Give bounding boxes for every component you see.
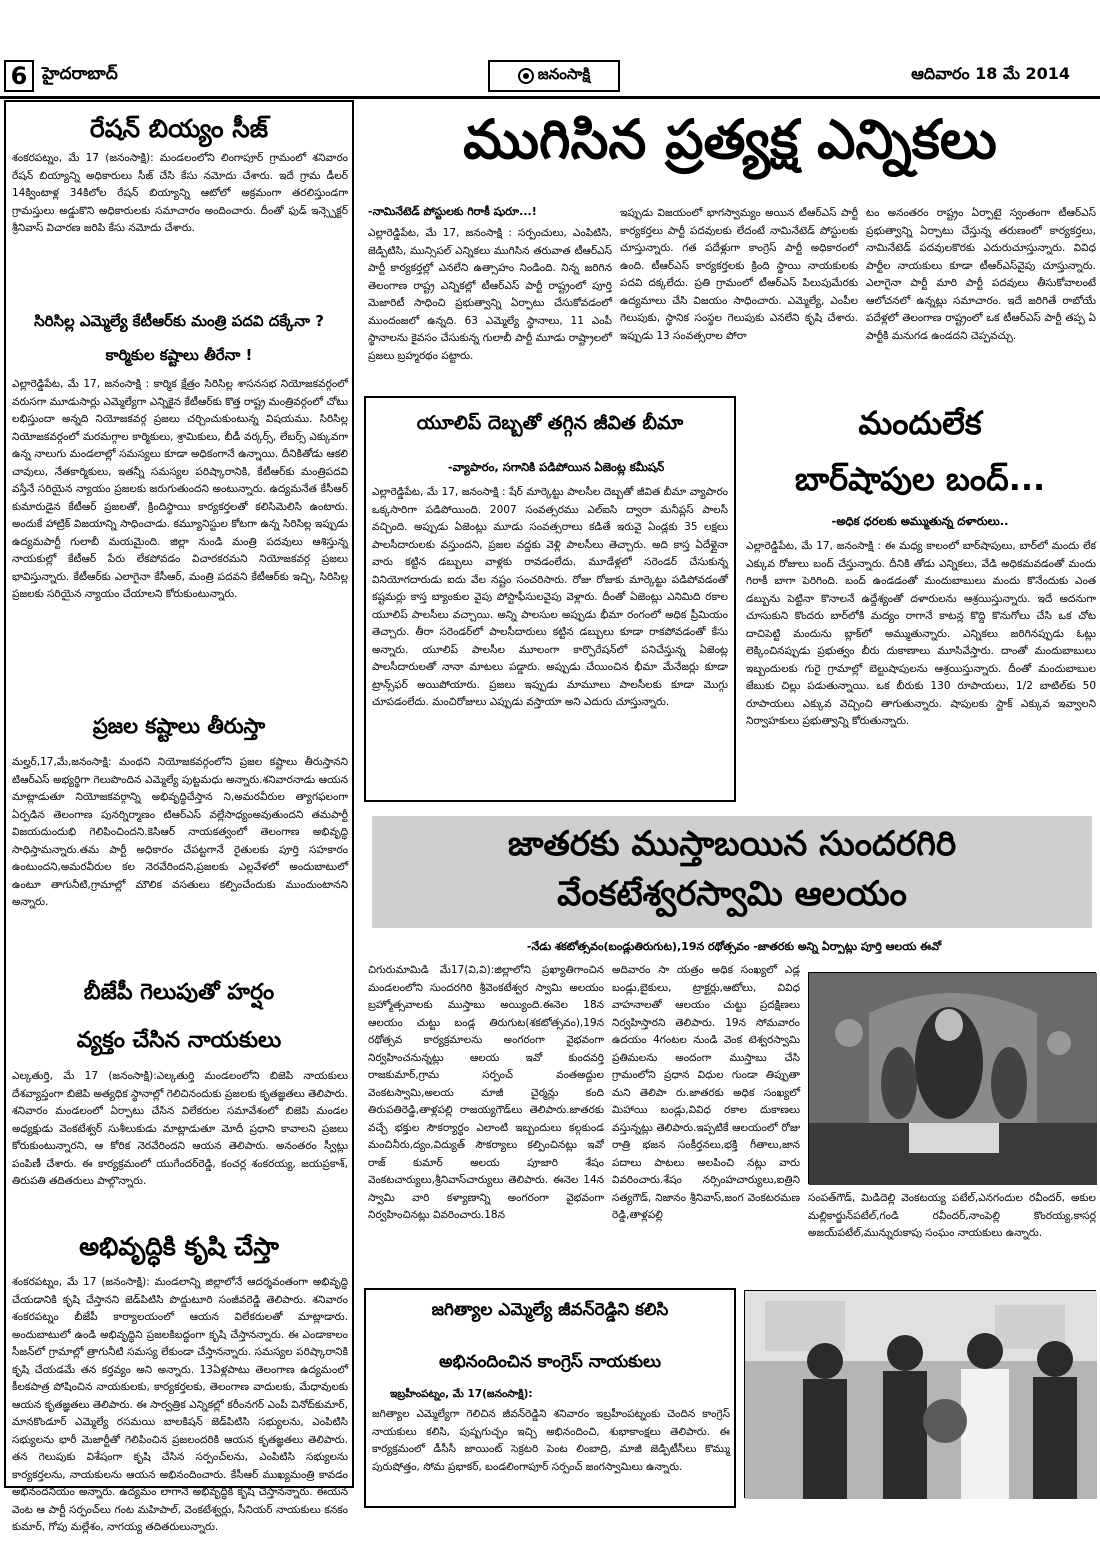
jatara-subhead: -నేడు శకటోత్సవం(బండ్లుతిరుగుట),19న రథోత్సవం -జాతరకు అన్ని ఏర్పాట్లు పూర్తి ఆలయ ఈవో — [526, 940, 942, 953]
page-number: 6 — [4, 60, 34, 92]
header-rule — [0, 96, 1100, 99]
prajala-body: మల్హర్,17,మే,జనంసాక్షి: మంథని నియోజకవర్గంలోని ప్రజల కష్టాలు తీరుస్తానని టిఆర్‌ఎస్ అభ్యర్థిగా గెలుపొందిన ఎమ్మెల్యే పుట్టమధు అన్నారు.శనివారనాడు ఆయన మాట్లాడుతూ నియోజకవర్గాన్ని అభివృద్ధిచేస్తాన ని,అమరవీరుల త్యాగఫలంగా ఏర్పడిన తెలంగాణ పునర్నిర్మాణం టిఆర్‌ఎస్ వల్లేసాధ్యంఅవుతుందని తమపార్టీ విజయదుందుభి గెలిపించిందని.కెసిఆర్ నాయకత్వంలో తెలంగాణ అభివృద్ధి సాధిస్తామన్నారు.తమ పార్టీ అధికారం చేపట్టగానే రైతులకు పూర్తి సహకారం ఉంటుందని,అమరవీరుల కల నెరవేరిందని,ప్రజలకు ఎల్లవేళలో అందుబాటులో ఉంటూ తాగునీటి,గ్రామాల్లో మౌలిక వసతులు కల్పించేందుకు ముందుంటానని అన్నారు. — [12, 756, 348, 908]
prajala-headline: ప్రజల కష్టాలు తీరుస్తా — [92, 714, 266, 738]
sircilla-headline: సిరిసిల్ల ఎమ్మెల్యే కేటీఆర్‌కు మంత్రి పదవి దక్కేనా ? — [34, 312, 324, 330]
bar-headline-line2: బార్‌షాపుల బంద్... — [794, 460, 1046, 498]
bjp-headline-line1: బీజేపీ గెలుపుతో హర్షం — [83, 980, 275, 1005]
jagtial-body: జగిత్యాల ఎమ్మెల్యేగా గెలిచిన జీవన్‌రెడ్డిని శనివారం ఇబ్రహీంపట్నంకు చెందిన కాంగ్రెస్ నాయకులు కలిసి, పుష్పగుచ్ఛం ఇచ్చి అభినందించి, శుభాకాంక్షలు తెలిపారు. ఈ కార్యక్రమంలో డీసీసీ జాయింట్ సెక్రటరి పెంట లింబాద్రి, మాజీ జెడ్పిటీసీలు కొమ్ము పురుషోత్తం, సోమ ప్రభాకర్, బండలింగాపూర్ సర్పంచ్ జంగస్వామిలు ఉన్నారు. — [372, 1408, 730, 1473]
sircilla-body: ఎల్లారెడ్డిపేట, మే 17, జనంసాక్షి : కార్మిక క్షేత్రం సిరిసిల్ల శాసనసభ నియోజకవర్గంలో వరుసగా మూడుసార్లు ఎమ్మెల్యేగా ఎన్నికైన కేటీఆర్‌కు కొత్త రాష్ట్ర మంత్రివర్గంలో చోటు లభిస్తుందా అన్నది నియోజకవర్గ ప్రజలు చర్చించుకుంటున్న విషయము. సిరిసిల్ల నియోజకవర్గంలో మరమగ్గాల కార్మికులు, శ్రామికులు, బీడీ వర్కర్స్, లేబర్స్ ఎక్కువగా ఉన్న నాలుగు మండలాల్లో సమస్యలు కూడా అధికంగానే ఉన్నాయి. దీనికితోడు ఆకలి చావులు, నేతకార్మికులు, ఇతన్నీ సమస్యల పరిష్కారానికి, కేటీఆర్‌కు మంత్రిపదవి వస్తేనే సరియైన న్యాయం ప్రజలకు జరుగుతుందని అంటున్నారు. ఉద్యమనేత కేసీఆర్ కుమారుడైన కేటీఆర్ ప్రజలతో, క్రిందిస్థాయి కార్యకర్తలతో కలిసిమెలిసి ఉంటారు. అందుకే హాట్రిక్ విజయాన్ని సాధించాడు. కమ్యూనిస్టుల కోటగా ఉన్న సిరిసిల్ల ఇప్పుడు ఉద్యమపార్టీ గులాబీ మయమైంది. జిల్లా నుండి మంత్రి పదవులు ఆశిస్తున్న నాయకుల్లో కేటీఆర్ పేరు లేకపోవడం విచారకరమని నియోజకవర్గ ప్రజలు భావిస్తున్నారు. కేటీఆర్‌కు ఎలాగైనా కేసీఆర్, మంత్రి పదవని కేటీఆర్‌కు ఇచ్చి, సిరిసిల్ల ప్రజలకు సరియైన న్యాయం చేయాలని కోరుకుంటున్నారు. — [12, 378, 348, 600]
main-subhead: -నామినేటెడ్ పోస్టులకు గిరాకీ షురూ...! — [368, 205, 537, 218]
jatara-col2: అదివారం సా యత్రం అధిక సంఖ్యలో ఎడ్ల బండ్లు,బైకులు, ట్రాక్టర్లు,ఆటోలు, వివిధ వాహనాలతో ఆలయం చుట్టు ప్రదక్షిణలు నిర్వహిస్తారని తెలిపారు. 19న సోమవారం ఉదయం 4గంటల నుండి వెంక టెశ్వరస్వామి ప్రతిమలను అందంగా ముస్తాబు చేసి గ్రామంలోని ప్రధాన విధుల గుండా తిప్పుతా మని తెలిపా రు.జాతరకు అధిక సంఖ్యలో మిహాయి బండ్లు,వివిధ రకాల దుకాణలు వస్తున్నట్లు తెలిపారు.ఇప్పటికే ఆలయంలో రోజు రాత్రి భజన సంకీర్తనలు,భక్తి గీతాలు,జాన పదాలు పాటలు అలపించి నట్లు వారు వివరించారు.శేషం నర్సింహచార్యులు,ఐత్రిని సత్యగౌడ్, నిజానం శ్రీనివాస్,జంగ వెంకటరమణ రెడ్డి,తాళ్లపల్లి — [612, 964, 800, 1221]
abhivruddhi-headline: అభివృద్ధికి కృషి చేస్తా — [79, 1232, 279, 1261]
masthead-title: జనంసాక్షి — [537, 65, 591, 83]
jagtial-headline-line2: అభినందించిన కాంగ్రెస్ నాయకులు — [439, 1352, 661, 1372]
issue-date: ఆదివారం 18 మే 2014 — [911, 64, 1070, 83]
edition-city: హైదరాబాద్ — [42, 64, 118, 84]
bjp-body: ఎల్కతుర్తి, మే 17 (జనంసాక్షి):ఎల్కతుర్తి మండలంలోని బిజెపి నాయకులు దేశవ్యాప్తంగా బిజెపి అత్యధిక స్థానాల్లో గెలిచినందుకు ప్రజలకు కృతజ్ఞతలు తెలిపారు. శనివారం మండలంలో ఏర్పాటు చేసిన విలేకరుల సమావేశంలో బిజెపి మండల అధ్యక్షుడు వెంకటేశ్వర్ సుశీలుకుడు మాట్లాడుతూ మోదీ ప్రధాని కావాలని ప్రజలు కోరుకుంటున్నారని, ఆ కోరిక నెరవేరిందని ఆయన తెలిపారు. అనంతరం స్వీట్లు పంపిణీ చేశారు. ఈ కార్యక్రమంలో యుగేందర్‌రెడ్డి, కంచర్ల శంకరయ్య, జయప్రకాశ్, తిరుపతి తదితరులు పాల్గొన్నారు. — [12, 1070, 348, 1187]
bar-body: ఎల్లారెడ్డిపేట, మే 17, జనంసాక్షి : ఈ మధ్య కాలంలో బార్‌షాపులు, బార్‌లో మందు లేక ఎక్కువ రోజులు బంద్ చేస్తున్నారు. దీనికి తోడు ఎన్నికలు, వేడి అధికమవడంతో మందు గిరాకీ బాగా పెరిగింది. బంద్ ఉండడంతో మందుబాబులు మందు కొనేందుకు ఎంత డబ్బును పెట్టినా కొనాలనే ఉద్దేశ్యంతో దళారులను ఆశ్రయిస్తున్నారు. ఇదే అదనుగా చూసుకుని కొందరు బార్‌లోకి మద్యం రాగానే కాటన్ల కొద్ది కొనుగోలు చేసి ఒక చోట దాచిపెట్టి మందును బ్లాక్‌లో అమ్ముతున్నారు. ఎన్నికలు జరిగినప్పుడు ఓట్లు లెక్కించినప్పుడు ప్రభుత్వం బీరు దుకాణాలు మూసివేస్తారు. దాంతో మందుబాబులు ఇబ్బందులకు గురై గ్రామాల్లో బెల్టుషాపులను ఆశ్రయిస్తున్నారు. దీంతో మందుబాబుల జేబుకు చిల్లు పడుతున్నాయి. ఒక బీరుకు 130 రూపాయలు, 1/2 బాటిల్‌కు 50 రూపాయలు ఎక్కువ వెచ్చించి తాగుతున్నారు. షాపులకు స్టాక్ ఎక్కువ ఇవ్వాలని నిర్వాహకులు ప్రభుత్వాన్ని కోరుతున్నారు. — [746, 540, 1096, 727]
ulip-headline: యూలిప్ దెబ్బతో తగ్గిన జీవిత బీమా — [416, 412, 684, 434]
jatara-col1: చిగురుమామిడి మే17(వి,వి):జిల్లాలోని ప్రఖ్యాతిగాంచిన మండలంలోని సుందరగిరి శ్రీవెంకటేశ్వర స్వామి అలయం బ్రహ్మోత్సవాలకు ముస్తాబు అయ్యింది.ఈనెల 18న ఆలయం చుట్టు బండ్ల తిరుగుట(శకటోత్సవం),19న రథోత్సవ కార్యక్రమాలను అంగరంగా వైభవంగా నిర్వహించనున్నట్లు ఆలయ ఇవో కుందవర్తి రాజకుమార్,గ్రామ సర్పంచ్ వంతఅద్దుల వెంకటస్వామి,అలయ మాజీ చైర్మన్లు కంది తిరుపతిరెడ్డి,తాళ్లపల్లి రాజయ్యగౌడ్‌లు తెలిపారు.జాతరకు వచ్చే భక్తుల సౌకర్యార్థం ఎలాంటి ఇబ్బందులు కల్గకుండ మంచినీరు,ద్యం,విద్యుత్ సౌకర్యాలు కల్పించినట్లు ఇవో రాజ్ కుమార్ అలయ పూజారి శేషం వెంకటచార్యులు,శ్రీనివాస్‌చార్యులు తెలిపారు. ఈనెల 14న స్వామి వారి కళ్యాణాన్ని అంగరంగా వైభవంగా నిర్వహించినట్లు వివరించారు.18న — [368, 964, 604, 1221]
jatara-headline-line2: వేంకటేశ్వరస్వామి ఆలయం — [557, 874, 907, 914]
temple-deity-photo — [808, 972, 1096, 1184]
congress-leaders-photo — [744, 1290, 1096, 1498]
abhivruddhi-body: శంకరపట్నం, మే 17 (జనంసాక్షి): మండలాన్ని జిల్లాలోనే ఆదర్శవంతంగా అభివృద్ధి చేయడానికి కృషి చేస్తానని జెడ్‌పిటిసి పొద్దుటూరి సంజీవరెడ్డి తెలిపారు. శనివారం శంకరపట్నం బీజేపీ కార్యాలయంలో ఆయన విలేకరులతో మాట్లాడారు. అందుబాటులో ఉండి అభివృద్ధిని ప్రజలకిబద్ధంగా కృషి చేస్తానన్నారు. ఈ ఎండాకాలం సీజన్‌లో గ్రామాల్లో త్రాగునీటి సమస్య లేకుండా చేస్తానన్నారు. సమస్యల పరిష్కారానికి కృషి చేయడమే తన కర్తవ్యం అని అన్నారు. 13ఏళ్లపాటు తెలంగాణ ఉద్యమంలో కీలకపాత్ర పోషించిన నాయకులకు, కార్యకర్తలకు, తెలంగాణ వాదులకు, మేధావులకు ఆయన కృతజ్ఞతలు తెలిపారు. ఈ సార్వత్రిక ఎన్నికల్లో కరీంనగర్ ఎంపీ వినోద్‌కుమార్, మానకొండూర్ ఎమ్మెల్యే రసమయి బాలకిషన్ జెడ్‌పిటిసి సభ్యులను, ఎంపిటిసి సభ్యులను భారీ మెజార్టీతో గెలిపించిన ప్రజలందరికి ఆయన కృతజ్ఞతలు తెలిపారు. తన గెలుపుకు విశేషంగా కృషి చేసిన సర్పంచ్‌లను, ఎంపిటిసి సభ్యులను కార్యకర్తలను, నాయకులను ఆయన అభినందించారు. కేసీఆర్ ముఖ్యమంత్రి కావడం అభినందనీయం అన్నారు. ఉద్యమం లాగానే అభివృద్ధికి కృషి చేస్తానన్నారు. ఈయన వెంట ఆ పార్టీ సర్పంచ్‌లు గంట మహిపాల్, వెంకటేశ్వర్లు, సీనియర్ నాయకులు కనకం కుమార్, గోపు మల్లేశం, నాగయ్య తదితరులున్నారు. — [12, 1276, 348, 1533]
jatara-headline-line1: జాతరకు ముస్తాబయిన సుందరగిరి — [507, 824, 957, 864]
ration-body: శంకరపట్నం, మే 17 (జనంసాక్షి): మండలంలోని లింగాపూర్ గ్రామంలో శనివారం రేషన్ బియ్యాన్ని అధికారులు సీజ్ చేసి కేసు నమోదు చేశారు. ఇదే గ్రామ డీలర్ 14క్వింటాళ్ల 34కిలోల రేషన్ బియ్యాన్ని ఆటోలో అక్రమంగా తరలిస్తుండగా గ్రామస్తులు అడ్డుకొని అధికారులకు సమాచారం అందించారు. దీంతో ఫుడ్ ఇన్స్పెక్టర్ శ్రీనివాస్ విచారణ జరిపి కేసు నమోదు చేశారు. — [12, 152, 348, 234]
jatara-col3: సంపత్‌గౌడ్, మిడిదెల్లి వెంకటయ్య పటేల్,ఎనగందుల రవీందర్, అకుల మల్లికార్జున్‌పటేల్,గండి రవీందర్,నాంపెల్లి కొంరయ్య,కాసర్ల అజయ్‌పటేల్,మున్నురుకాపు సంఘం నాయకులు ఉన్నారు. — [808, 1192, 1096, 1239]
jagtial-headline-line1: జగిత్యాల ఎమ్మెల్యే జీవన్‌రెడ్డిని కలిసి — [431, 1300, 669, 1320]
main-col2: ఇప్పుడు విజయంలో భాగస్వామ్యం అయిన టీఆర్‌ఎస్ పార్టీ కార్యకర్తలు పార్టీ పదవులకు లేదంటే నామినేటెడ్ పోస్టులకు చూస్తున్నారు. గత పదేళ్లుగా కాంగ్రెస్ పార్టీ అధికారంలో ఉంది. టీఆర్‌ఎస్ కార్యకర్తలకు క్రింది స్థాయి నాయకులకు పదవి దక్కలేదు. ప్రతి గ్రామంలో టీఆర్‌ఎస్ పిలుపుమేరకు ఉద్యమాలు చేసి విజయం సాధించారు. ఎమ్మెల్యే, ఎంపీల గెలుపుకు, స్థానిక సంస్థల గెలుపుకు ఎనలేని కృషి చేశారు. ఇప్పుడు 13 సంవత్సరాల పోరా — [620, 207, 858, 342]
main-col1: ఎల్లారెడ్డిపేట, మే 17, జనంసాక్షి : సర్పంచులు, ఎంపిటిసి, జెడ్పిటిసి, మున్సిపల్ ఎన్నికలు ముగిసిన తరువాత టీఆర్‌ఎస్ పార్టీ కార్యకర్తల్లో ఎనలేని ఉత్సాహం నిండింది. నిన్న జరిగిన తెలంగాణ రాష్ట్ర ఎన్నికల్లో టీఆర్‌ఎస్ పార్టీ రాష్ట్రంలో పూర్తి మెజారిటీ సాధించి ప్రభుత్వాన్ని ఏర్పాటు చేసుకోవడంలో ముందంజలో ఉన్నది. 63 ఎమ్మెల్యే స్థానాలు, 11 ఎంపీ స్థానాలను కైవసం చేసుకున్న గులాబీ పార్టీ మూడు రాష్ట్రాలలో ప్రజలు బ్రహ్మరథం పట్టారు. — [368, 227, 612, 362]
bar-subhead: -అధిక ధరలకు అమ్ముతున్న దళారులు.. — [831, 514, 1009, 528]
eye-icon — [518, 68, 534, 84]
main-col3: టం అనంతరం రాష్ట్రం ఏర్పాటై స్వంతంగా టీఆర్‌ఎస్ ప్రభుత్వాన్ని ఏర్పాటు చేస్తున్న తరుణంలో కార్యకర్తలు, నామినేటెడ్ పదవులకొరకు ఎదురుచూస్తున్నారు. వివిధ పార్టీల నాయకులు కూడా టీఆర్‌ఎస్‌వైపు చూస్తున్నారు. ఎలాగైనా పార్టీ మారి పార్టీ పదవులు తీసుకోవాలంటే ఆలోచనలో ఉన్నట్లు సమాచారం. ఇదే జరిగితే రాబోయే పదేళ్లలో తెలంగాణ రాష్ట్రంలో ఒక టీఆర్‌ఎస్ పార్టీ తప్ప ఏ పార్టీకి మనుగడ ఉండదని చెప్పవచ్చు. — [866, 207, 1096, 342]
ulip-subhead: -వ్యాపారం, సగానికి పడిపోయిన ఏజెంట్ల కమీషన్ — [447, 460, 665, 474]
main-headline: ముగిసిన ప్రత్యక్ష ఎన్నికలు — [463, 108, 997, 171]
ulip-box — [364, 396, 736, 802]
masthead-logo — [488, 60, 620, 92]
jagtial-box — [364, 1288, 736, 1508]
ration-headline: రేషన్ బియ్యం సీజ్ — [89, 114, 269, 143]
bar-headline-line1: మందులేక — [858, 404, 982, 442]
sircilla-subhead: కార్మికుల కష్టాలు తీరేనా ! — [105, 346, 253, 364]
left-column — [4, 100, 354, 1533]
jagtial-dateline: ఇబ్రహీంపట్నం, మే 17(జనంసాక్షి): — [390, 1388, 533, 1400]
jatara-banner — [372, 816, 1092, 928]
ulip-body: ఎల్లారెడ్డిపేట, మే 17, జనంసాక్షి : షేర్ మార్కెట్టు పాలసీల దెబ్బతో జీవిత బీమా వ్యాపారం ఒక్కసారిగా పడిపోయింది. 2007 సంవత్సరము ఎల్‌ఐసి ద్వారా మనీప్లస్ పాలసీ వచ్చింది. అప్పుడు ఏజెంట్లు మూడు సంవత్సరాలు కడితే ఇరువై ఏండ్లకు 35 లక్షలు పాలసీదారులకు వస్తుందని, ప్రజల వద్దకు వెళ్లి పాలసీలు తెచ్చారు. అది కాస్త ఏదేళ్లైనా వారు కట్టిన డబ్బులు వాళ్లకు రావడంలేదు. మూడేళ్లలో సరెండర్ చేసుకున్న వినియోగదారుడు ఐదు వేల నష్టం సంచరిసారు. రోజు రోజుకు మార్కెట్టు పడిపోవడంతో కష్టమర్లు కాస్త బ్యాంకుల వైపు పోస్టాఫీసులవైపు వెళ్లారు. దీంతో ఏజెంట్లు ఎనిమిది రకాల యూలిప్ పాలసీలు వచ్చాయి. అన్ని పాలసుల అప్పుడు భీమా రంగంలో అధిక ప్రీమియం తెచ్చారు. తీరా సరెండర్‌లో పాలసీదారులు కట్టిన డబ్బులు కూడా రాకపోవడంతో కేసు అన్నారు. యూలిప్ పాలసీల మూలంగా కార్పొరేషన్‌లో పనిచేస్తున్న ఏజెంట్ల పాలసీదారులతో నానా మాటలు పడ్డారు. అప్పుడు చేయించిన భీమా మేనేజర్లు కూడా ట్రాన్స్‌ఫర్ అయిపోయారు. ప్రజలు ఇప్పుడు మామూలు పాలసీలకు కూడా మొగ్గు చూపడంలేదు. మంచిరోజులు ఎప్పుడు వస్తాయా అని ఎదురు చూస్తున్నారు. — [372, 486, 728, 708]
bjp-headline-line2: వ్యక్తం చేసిన నాయకులు — [76, 1028, 282, 1053]
